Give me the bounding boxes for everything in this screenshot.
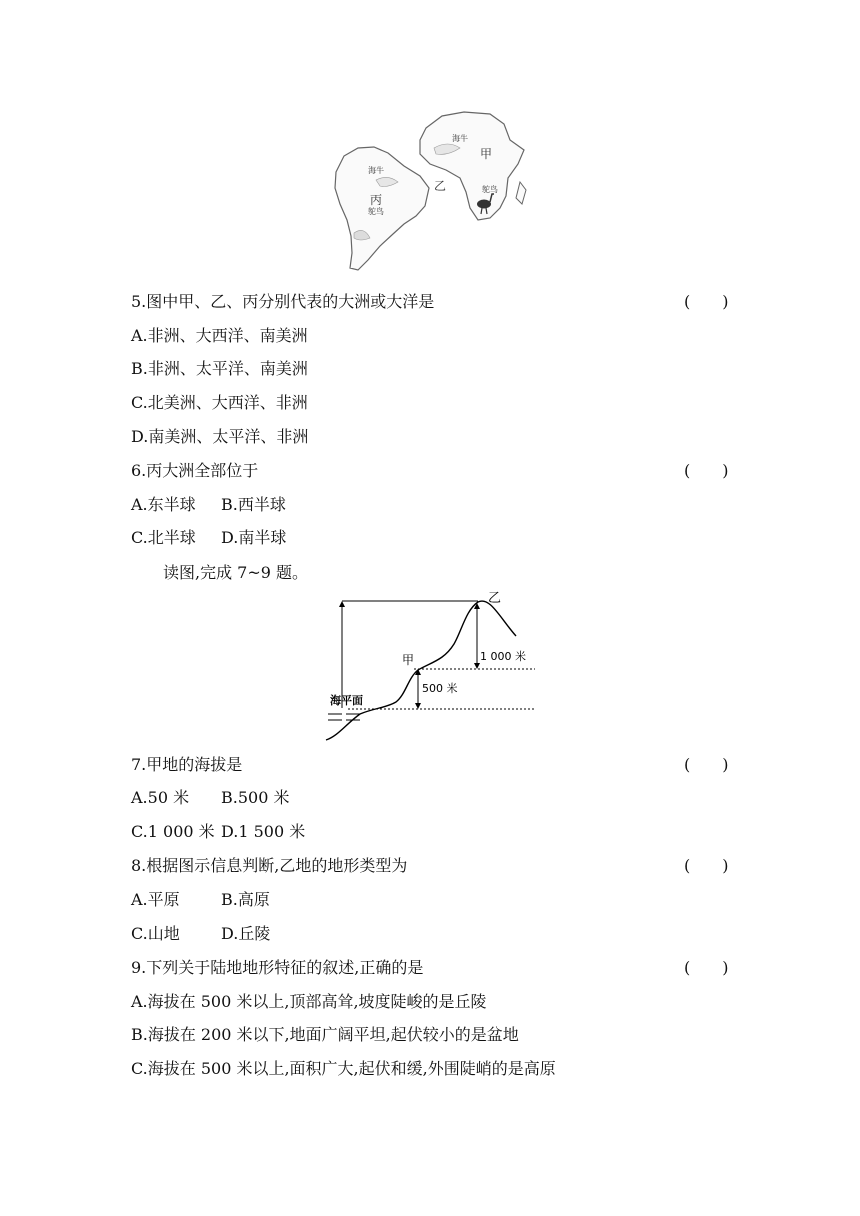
continents-map [330, 108, 535, 274]
q9-answer-bracket[interactable]: ( ) [684, 958, 729, 977]
q9-option-a: A.海拔在 500 米以上,顶部高耸,坡度陡峻的是丘陵 [131, 992, 487, 1011]
q5-answer-bracket[interactable]: ( ) [684, 292, 729, 311]
label-manatee-africa: 海牛 [452, 134, 468, 143]
africa-shape [420, 112, 524, 220]
q8-answer-bracket[interactable]: ( ) [684, 856, 729, 875]
q7-stem: 7.甲地的海拔是 [131, 755, 243, 774]
q8-option-d: D.丘陵 [221, 924, 271, 943]
q7-option-b: B.500 米 [221, 788, 290, 807]
q6-option-d: D.南半球 [221, 528, 287, 547]
q6-option-a: A.东半球 [131, 495, 196, 514]
q8-option-c: C.山地 [131, 924, 180, 943]
q7-option-a: A.50 米 [131, 788, 190, 807]
q5-option-c: C.北美洲、大西洋、非洲 [131, 393, 308, 412]
label-manatee-sa: 海牛 [368, 166, 384, 175]
q8-option-a: A.平原 [131, 890, 180, 909]
q5-stem: 5.图中甲、乙、丙分别代表的大洲或大洋是 [131, 292, 435, 311]
label-sea-level: 海平面 [330, 694, 363, 707]
q9-stem: 9.下列关于陆地地形特征的叙述,正确的是 [131, 958, 424, 977]
label-500m: 500 米 [422, 682, 458, 695]
q6-option-c: C.北半球 [131, 528, 196, 547]
q5-option-b: B.非洲、太平洋、南美洲 [131, 359, 308, 378]
label-ostrich-sa: 鸵鸟 [368, 207, 384, 216]
label-jia-map: 甲 [480, 147, 493, 161]
label-1000m: 1 000 米 [480, 650, 526, 663]
q7-option-d: D.1 500 米 [221, 822, 306, 841]
label-jia-profile: 甲 [402, 653, 415, 667]
q7-option-c: C.1 000 米 [131, 822, 215, 841]
label-yi-map: 乙 [434, 179, 447, 193]
q5-option-a: A.非洲、大西洋、南美洲 [131, 326, 308, 345]
q9-option-b: B.海拔在 200 米以下,地面广阔平坦,起伏较小的是盆地 [131, 1025, 519, 1044]
terrain-profile-curve [326, 601, 516, 740]
q9-option-c: C.海拔在 500 米以上,面积广大,起伏和缓,外围陡峭的是高原 [131, 1059, 556, 1078]
label-bing-map: 丙 [370, 193, 383, 207]
q6-stem: 6.丙大洲全部位于 [131, 461, 259, 480]
elevation-profile-diagram [320, 590, 540, 746]
label-ostrich-africa: 鸵鸟 [482, 185, 498, 194]
read-instruction: 读图,完成 7~9 题。 [163, 563, 309, 582]
q8-option-b: B.高原 [221, 890, 270, 909]
q8-stem: 8.根据图示信息判断,乙地的地形类型为 [131, 856, 408, 875]
q7-answer-bracket[interactable]: ( ) [684, 755, 729, 774]
q6-answer-bracket[interactable]: ( ) [684, 461, 729, 480]
q6-option-b: B.西半球 [221, 495, 286, 514]
label-yi-profile: 乙 [488, 591, 502, 606]
q5-option-d: D.南美洲、太平洋、非洲 [131, 427, 309, 446]
